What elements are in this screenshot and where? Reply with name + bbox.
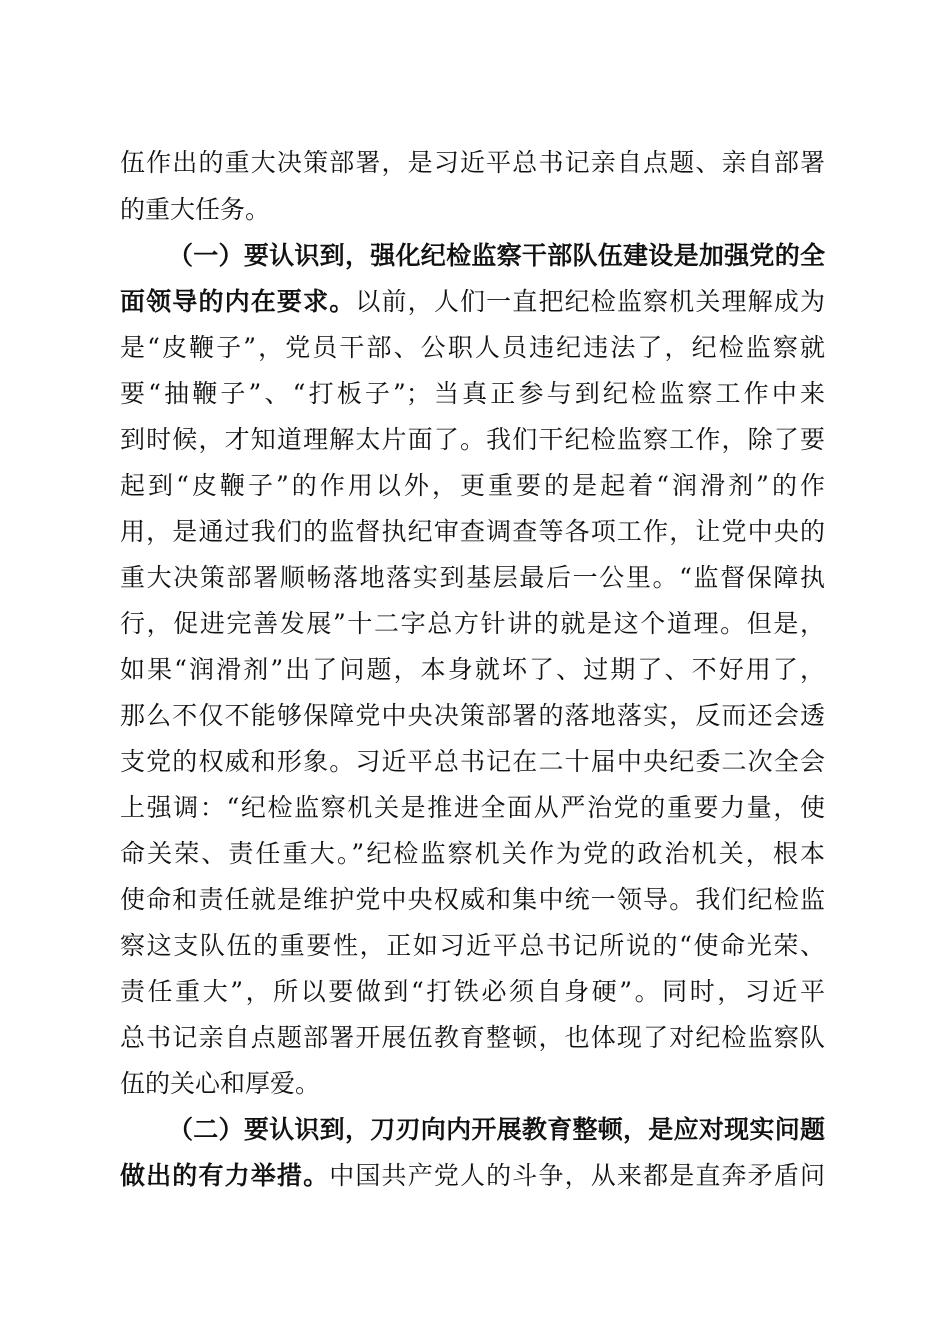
text-line-14: 上强调：“纪检监察机关是推进全面从严治党的重要力量，使 [120,793,825,822]
text-line-12: 那么不仅不能够保障党中央决策部署的落地落实，反而还会透 [120,701,825,730]
section-heading-2-end: 做出的有力举措。 [120,1161,330,1190]
text-line-15: 命关荣、责任重大。”纪检监察机关作为党的政治机关，根本 [120,839,825,868]
text-line-18: 责任重大”，所以要做到“打铁必须自身硬”。同时，习近平 [120,977,825,1006]
text-line-3 [120,282,825,322]
text-line-21 [120,1156,825,1196]
text-line-9: 重大决策部署顺畅落地落实到基层最后一公里。“监督保障执 [120,563,825,592]
text-line-8: 用，是通过我们的监督执纪审查调查等各项工作，让党中央的 [120,517,825,546]
text-line-11: 如果“润滑剂”出了问题，本身就坏了、过期了、不好用了， [120,655,825,684]
text-segment: 以前，人们一直把纪检监察机关理解成为 [355,287,825,316]
text-line-2: 的重大任务。 [120,195,271,224]
text-line-20: 伍的关心和厚爱。 [120,1069,321,1098]
text-line-7: 起到“皮鞭子”的作用以外，更重要的是起着“润滑剂”的作 [120,471,825,500]
text-line-5: 要“抽鞭子”、“打板子”；当真正参与到纪检监察工作中来 [120,379,825,408]
text-line-6: 到时候，才知道理解太片面了。我们干纪检监察工作，除了要 [120,425,825,454]
text-segment: 中国共产党人的斗争，从来都是直奔矛盾问 [329,1161,825,1190]
section-heading-1: （一）要认识到，强化纪检监察干部队伍建设是加强党的全 [168,241,825,270]
text-line-1: 伍作出的重大决策部署，是习近平总书记亲自点题、亲自部署 [120,148,825,177]
text-line-10: 行，促进完善发展”十二字总方针讲的就是这个道理。但是， [120,609,825,638]
section-heading-1-end: 面领导的内在要求。 [120,287,356,316]
text-line-13: 支党的权威和形象。习近平总书记在二十届中央纪委二次全会 [120,747,825,776]
section-heading-2: （二）要认识到，刀刃向内开展教育整顿，是应对现实问题 [168,1115,825,1144]
text-line-19: 总书记亲自点题部署开展伍教育整顿，也体现了对纪检监察队 [120,1023,825,1052]
text-line-16: 使命和责任就是维护党中央权威和集中统一领导。我们纪检监 [120,885,825,914]
text-line-17: 察这支队伍的重要性，正如习近平总书记所说的“使命光荣、 [120,931,825,960]
text-line-4: 是“皮鞭子”，党员干部、公职人员违纪违法了，纪检监察就 [120,333,825,362]
